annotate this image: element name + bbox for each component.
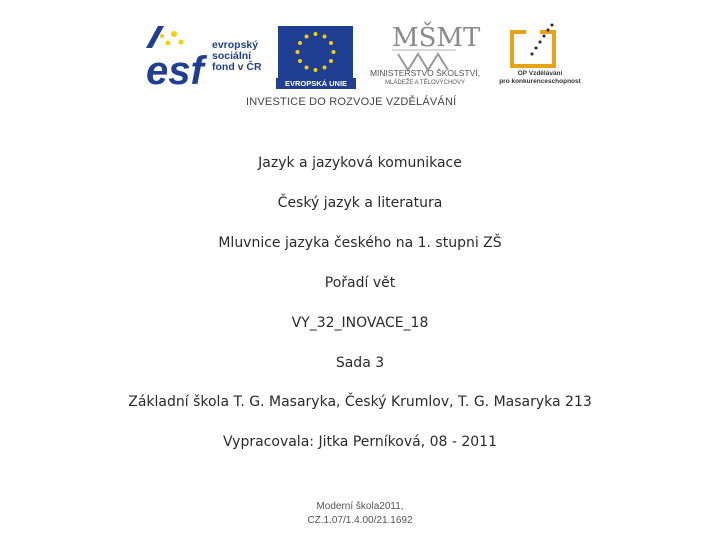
op-caption-2: pro konkurenceschopnost [499,78,581,85]
author-line: Vypracovala: Jitka Perníková, 08 - 2011 [222,434,498,450]
msmt-caption [355,68,495,88]
esf-line-1: evropský [212,39,259,51]
footer-line-1: Moderní škola2011, [316,501,404,512]
material-code: VY_32_INOVACE_18 [291,315,429,331]
eu-caption: EVROPSKÁ UNIE [276,78,356,89]
school-address: Základní škola T. G. Masaryka, Český Krumlov, T. G. Masaryka 213 [128,394,592,410]
eu-flag-icon [278,26,353,78]
logo-bar [0,0,720,120]
op-caption-1: OP Vzdělávání [517,70,563,77]
msmt-logo-text: MŠMT [392,23,481,53]
op-caption [495,70,585,86]
op-vzdelavani-logo-icon [508,20,566,70]
footer-line-2: CZ.1.07/1.4.00/21.1692 [307,515,413,526]
esf-line-2: sociální [212,50,252,62]
msmt-caption-sub: MLÁDEŽE A TĚLOVÝCHOVY [385,80,465,86]
subject-area: Jazyk a jazyková komunikace [258,155,462,171]
lesson-title: Pořadí vět [324,275,396,291]
esf-line-3: fond v ČR [212,61,262,73]
set-number: Sada 3 [335,355,385,371]
esf-logo-text: esf [146,49,204,93]
esf-caption [212,40,282,73]
tagline: INVESTICE DO ROZVOJE VZDĚLÁVÁNÍ [246,96,457,108]
footer [260,500,460,528]
msmt-caption-main: MINISTERSTVO ŠKOLSTVÍ, [369,68,481,78]
subject: Český jazyk a literatura [277,195,443,211]
topic: Mluvnice jazyka českého na 1. stupni ZŠ [218,235,502,251]
